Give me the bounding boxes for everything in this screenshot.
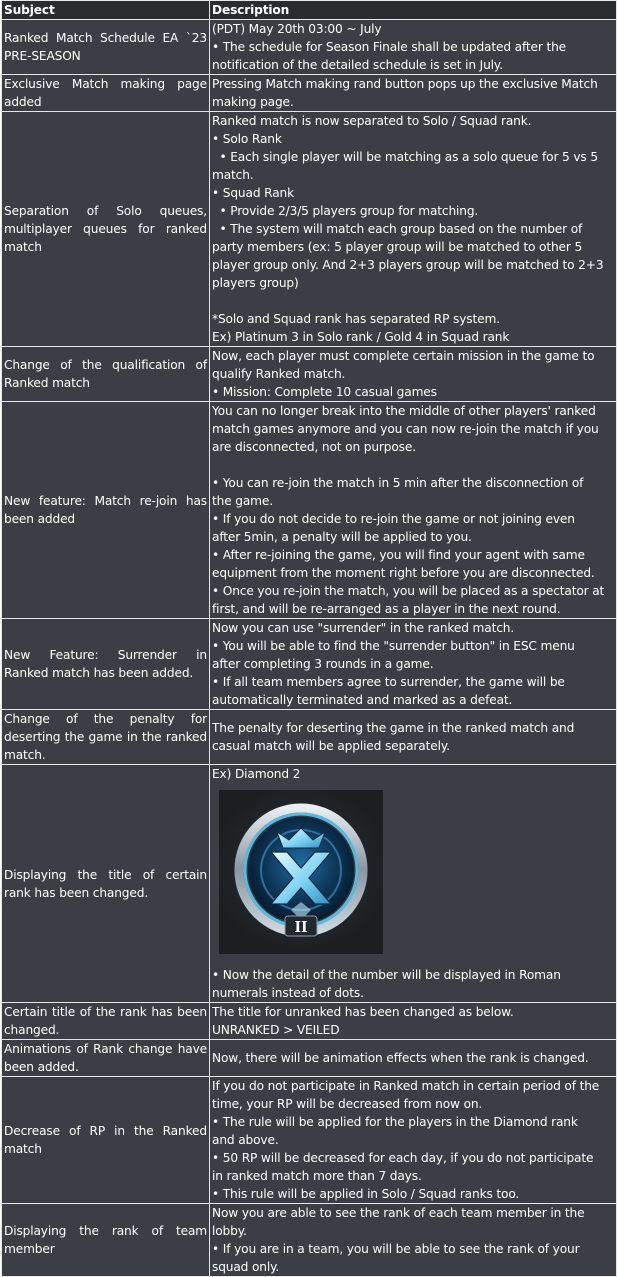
- subject-cell: Displaying the rank of team member: [2, 1204, 210, 1277]
- description-line: match.: [212, 168, 254, 182]
- description-line: making page.: [212, 95, 294, 109]
- subject-cell: New Feature: Surrender in Ranked match has been added.: [2, 619, 210, 710]
- description-line: • Once you re-join the match, you will be placed as a spectator at: [212, 584, 605, 598]
- description-line: player group only. And 2+3 players group will be matched to 2+3: [212, 258, 604, 272]
- description-line: • Now the detail of the number will be displayed in Roman: [212, 968, 561, 982]
- table-row: [2, 347, 617, 402]
- subject-cell: Exclusive Match making page added: [2, 75, 210, 112]
- description-line: [212, 456, 614, 474]
- description-line: numerals instead of dots.: [212, 986, 364, 1000]
- description-line: first, and will be re-arranged as a player in the next round.: [212, 602, 561, 616]
- description-line: in ranked match more than 7 days.: [212, 1169, 422, 1183]
- table-row: [2, 402, 617, 619]
- description-line: • If you do not decide to re-join the game or not joining even: [212, 512, 575, 526]
- table-row: [2, 20, 617, 75]
- description-line: Now, each player must complete certain mission in the game to: [212, 349, 595, 363]
- description-cell: [210, 75, 617, 112]
- description-line: after completing 3 rounds in a game.: [212, 657, 434, 671]
- description-cell: [210, 347, 617, 402]
- description-line: are disconnected, not on purpose.: [212, 440, 416, 454]
- subject-cell: Certain title of the rank has been changed.: [2, 1003, 210, 1040]
- description-line: party members (ex: 5 player group will be matched to other 5: [212, 240, 583, 254]
- description-line: Now you can use "surrender" in the ranked match.: [212, 621, 515, 635]
- header-row: [2, 1, 617, 20]
- table-row: [2, 1204, 617, 1277]
- description-cell: [210, 1040, 617, 1077]
- description-cell: [210, 1077, 617, 1204]
- description-line: the game.: [212, 494, 273, 508]
- table-row: [2, 619, 617, 710]
- subject-header: Subject: [2, 1, 210, 20]
- description-line: match games anymore and you can now re-join the match if you: [212, 422, 599, 436]
- description-line: equipment from the moment right before you are disconnected.: [212, 566, 595, 580]
- description-line: *Solo and Squad rank has separated RP system.: [212, 312, 500, 326]
- description-line: If you do not participate in Ranked match in certain period of the: [212, 1079, 600, 1093]
- description-line: casual match will be applied separately.: [212, 739, 450, 753]
- description-line: lobby.: [212, 1224, 247, 1238]
- description-line: The title for unranked has been changed as below.: [212, 1005, 514, 1019]
- description-line: qualify Ranked match.: [212, 367, 346, 381]
- table-body: [2, 20, 617, 1277]
- description-line: Now, there will be animation effects when the rank is changed.: [212, 1051, 589, 1065]
- description-line: and above.: [212, 1133, 279, 1147]
- description-line: • Mission: Complete 10 casual games: [212, 385, 437, 399]
- description-line: You can no longer break into the middle of other players' ranked: [212, 404, 596, 418]
- subject-cell: Animations of Rank change have been added.: [2, 1040, 210, 1077]
- description-line: squad only.: [212, 1260, 280, 1274]
- subject-cell: Separation of Solo queues, multiplayer queues for ranked match: [2, 112, 210, 347]
- description-line: Pressing Match making rand button pops up the exclusive Match: [212, 77, 598, 91]
- description-line: notification of the detailed schedule is set in July.: [212, 58, 503, 72]
- description-line: • The rule will be applied for the players in the Diamond rank: [212, 1115, 578, 1129]
- table-row: [2, 112, 617, 347]
- description-line: • You will be able to find the "surrender button" in ESC menu: [212, 639, 575, 653]
- subject-cell: Ranked Match Schedule EA `23 PRE-SEASON: [2, 20, 210, 75]
- description-line: • Solo Rank: [212, 132, 282, 146]
- description-cell: [210, 619, 617, 710]
- description-line: [212, 292, 614, 310]
- description-cell: [210, 402, 617, 619]
- description-line: The penalty for deserting the game in the ranked match and: [212, 721, 575, 735]
- description-line: • Each single player will be matching as a solo queue for 5 vs 5: [212, 150, 598, 164]
- description-line: • If all team members agree to surrender, the game will be: [212, 675, 565, 689]
- description-cell: [210, 1204, 617, 1277]
- rank-numeral: II: [294, 917, 308, 936]
- description-line: • This rule will be applied in Solo / Squad ranks too.: [212, 1187, 520, 1201]
- description-line: • After re-joining the game, you will find your agent with same: [212, 548, 585, 562]
- description-line: • The system will match each group based on the number of: [212, 222, 583, 236]
- description-cell: [210, 710, 617, 765]
- table-row: [2, 1077, 617, 1204]
- patch-notes-table: [1, 0, 617, 1277]
- description-line: players group): [212, 276, 299, 290]
- description-line: (PDT) May 20th 03:00 ~ July: [212, 22, 382, 36]
- table-row: [2, 1003, 617, 1040]
- description-line: Now you are able to see the rank of each team member in the: [212, 1206, 585, 1220]
- description-line: Ranked match is now separated to Solo / Squad rank.: [212, 114, 532, 128]
- description-line: time, your RP will be decreased from now on.: [212, 1097, 483, 1111]
- description-line: Ex) Diamond 2: [212, 767, 301, 781]
- description-cell: [210, 20, 617, 75]
- subject-cell: Change of the qualification of Ranked match: [2, 347, 210, 402]
- description-line: • If you are in a team, you will be able to see the rank of your: [212, 1242, 580, 1256]
- subject-cell: Displaying the title of certain rank has been changed.: [2, 765, 210, 1003]
- description-line: after 5min, a penalty will be applied to you.: [212, 530, 472, 544]
- description-cell: [210, 112, 617, 347]
- description-header: Description: [210, 1, 617, 20]
- description-line: UNRANKED > VEILED: [212, 1023, 340, 1037]
- subject-cell: New feature: Match re-join has been added: [2, 402, 210, 619]
- description-line: • Squad Rank: [212, 186, 294, 200]
- description-cell: [210, 765, 617, 1003]
- description-line: Ex) Platinum 3 in Solo rank / Gold 4 in Squad rank: [212, 330, 510, 344]
- diamond-rank-emblem-icon: [219, 790, 383, 954]
- description-line: • 50 RP will be decreased for each day, if you do not participate: [212, 1151, 594, 1165]
- subject-cell: Decrease of RP in the Ranked match: [2, 1077, 210, 1204]
- table-row: [2, 710, 617, 765]
- table-row: [2, 75, 617, 112]
- description-line: • You can re-join the match in 5 min after the disconnection of: [212, 476, 584, 490]
- description-cell: [210, 1003, 617, 1040]
- description-line: • Provide 2/3/5 players group for matching.: [212, 204, 479, 218]
- table-row: [2, 765, 617, 1003]
- table-row: [2, 1040, 617, 1077]
- description-line: automatically terminated and marked as a defeat.: [212, 693, 513, 707]
- description-line: • The schedule for Season Finale shall be updated after the: [212, 40, 567, 54]
- subject-cell: Change of the penalty for deserting the game in the ranked match.: [2, 710, 210, 765]
